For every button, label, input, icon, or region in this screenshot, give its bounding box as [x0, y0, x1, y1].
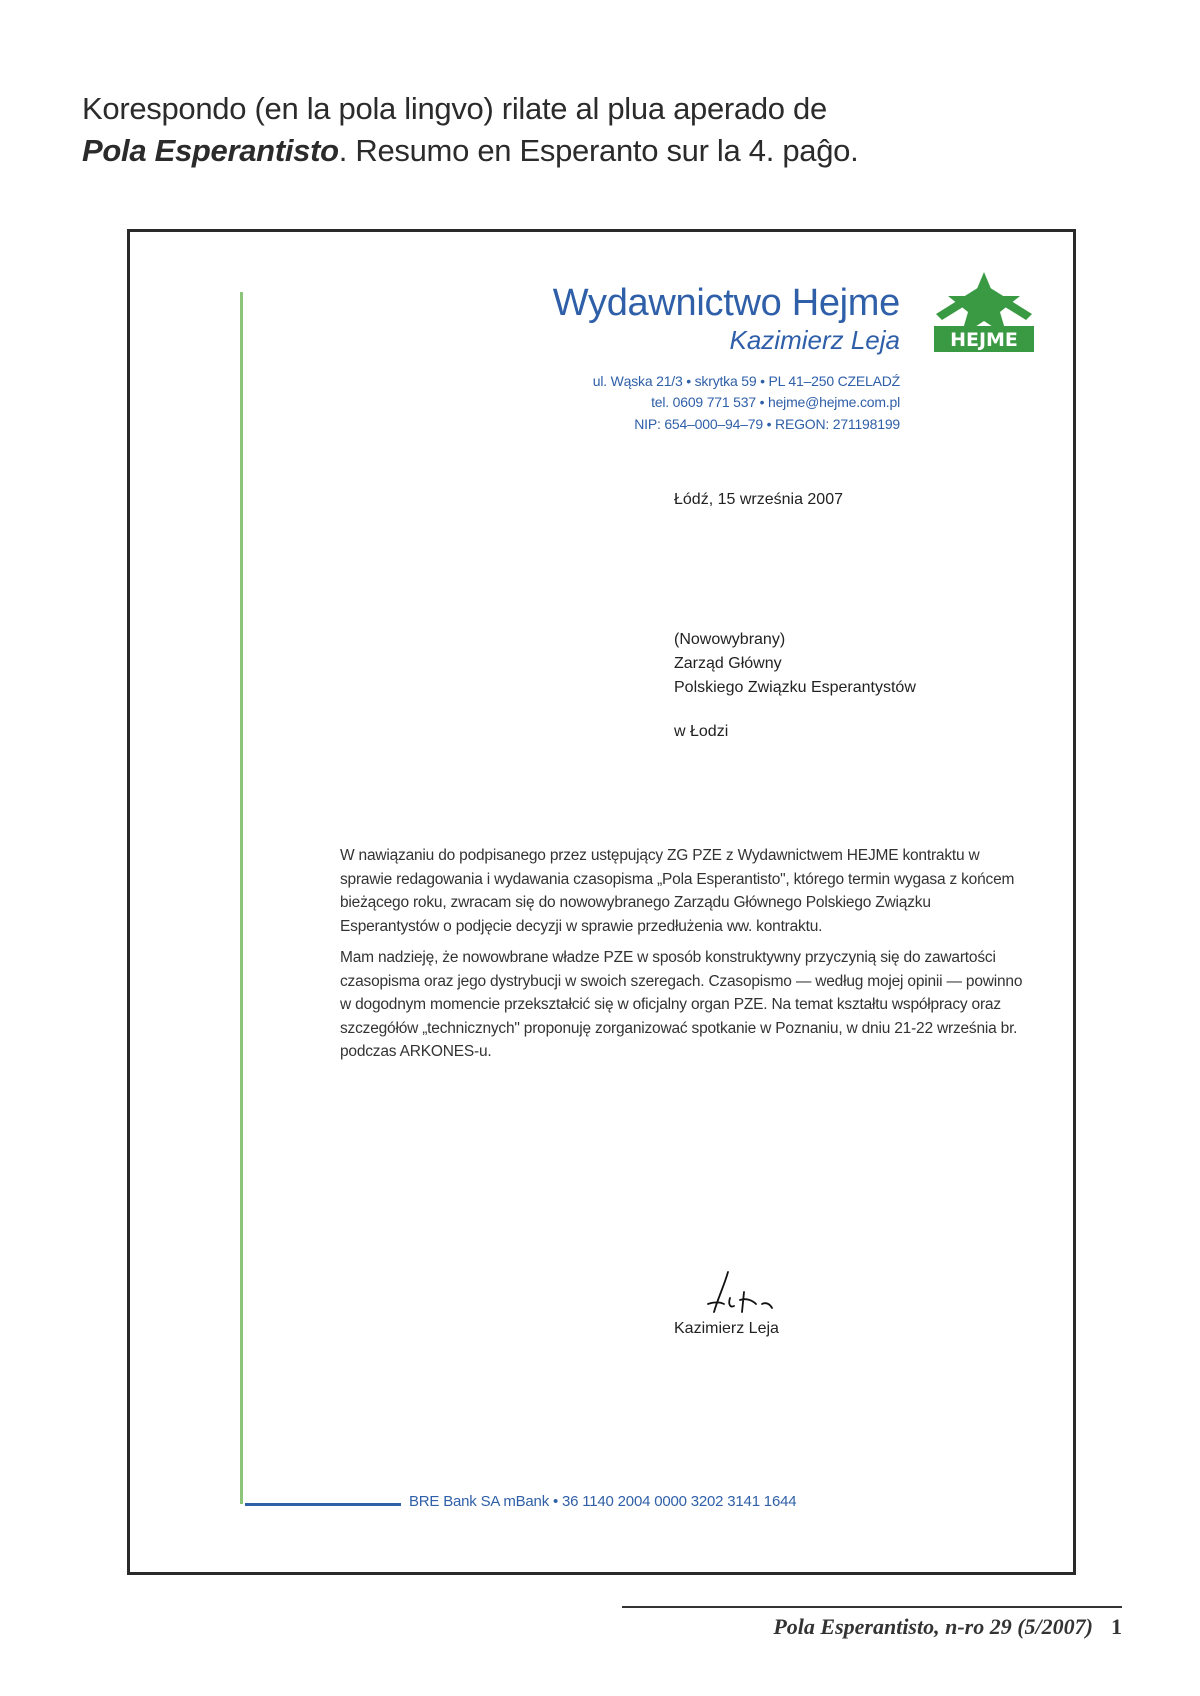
intro-text	[82, 88, 982, 172]
letter-body	[340, 844, 1030, 1072]
page-number: 1	[1111, 1614, 1122, 1639]
contact-line: tel. 0609 771 537 • hejme@hejme.com.pl	[651, 394, 900, 410]
publisher-name: Wydawnictwo Hejme	[552, 282, 900, 324]
logo-text: HEJME	[950, 329, 1018, 351]
recipient-line: Zarząd Główny	[674, 655, 782, 672]
footer-line	[245, 1503, 401, 1506]
issue-label: Pola Esperantisto, n-ro 29 (5/2007)	[773, 1614, 1093, 1639]
page-footer	[773, 1614, 1122, 1640]
intro-line-1: Korespondo (en la pola lingvo) rilate al plua aperado de	[82, 91, 827, 126]
recipient-line: (Nowowybrany)	[674, 631, 786, 648]
body-paragraph: W nawiązaniu do podpisanego przez ustępujący ZG PZE z Wydawnictwem HEJME kontraktu w sprawie redagowania i wydawania czasopisma „Pola Esperantisto", którego termin wygasa z końcem bieżącego roku, zwracam się do nowowybranego Zarządu Głównego Polskiego Związku Esperantystów o podjęcie decyzji w sprawie przedłużenia ww. kontraktu.	[340, 847, 1015, 935]
recipient-location: w Łodzi	[674, 723, 729, 740]
recipient-line: Polskiego Związku Esperantystów	[674, 679, 916, 696]
magazine-title: Pola Esperantisto	[82, 133, 339, 168]
tax-line: NIP: 654–000–94–79 • REGON: 271198199	[634, 416, 900, 432]
address-line: ul. Wąska 21/3 • skrytka 59 • PL 41–250 CZELADŹ	[592, 373, 900, 389]
place-date: Łódź, 15 września 2007	[674, 491, 843, 508]
margin-line	[240, 292, 243, 1504]
handwritten-signature	[700, 1268, 790, 1320]
signer-name: Kazimierz Leja	[674, 1320, 779, 1337]
hejme-logo-icon	[928, 270, 1038, 356]
intro-line-2-rest: . Resumo en Esperanto sur la 4. paĝo.	[338, 133, 859, 168]
body-paragraph: Mam nadzieję, że nowowbrane władze PZE w sposób konstruktywny przyczynią się do zawartości czasopisma oraz jego dystrybucji w swoich szeregach. Czasopismo — według mojej opinii — powinno w dogodnym momencie przekształcić się w oficjalny organ PZE. Na temat kształtu współpracy oraz szczegółów „technicznych" proponuję zorganizować spotkanie w Poznaniu, w dniu 21-22 września br. podczas ARKONES-u.	[340, 949, 1023, 1060]
bank-account: BRE Bank SA mBank • 36 1140 2004 0000 3202 3141 1644	[409, 1493, 797, 1510]
owner-name: Kazimierz Leja	[729, 325, 900, 355]
intro-line-2	[82, 130, 982, 172]
footer-rule	[622, 1606, 1122, 1608]
recipient-block	[674, 628, 916, 744]
